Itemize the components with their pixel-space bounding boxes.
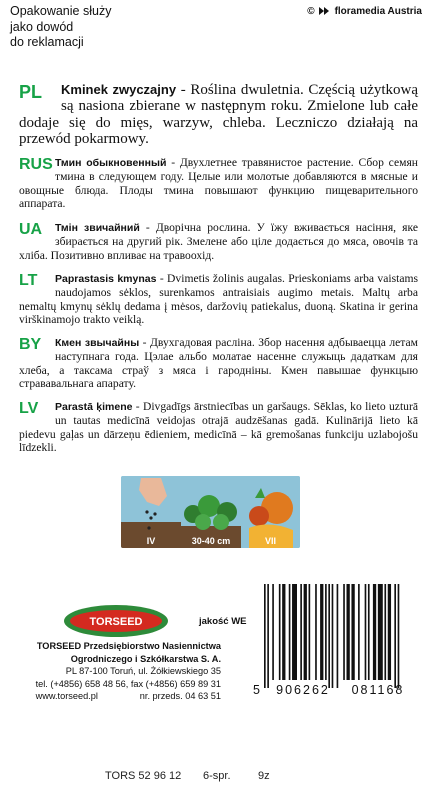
barcode-bar bbox=[394, 584, 396, 688]
section-text bbox=[19, 221, 418, 262]
lang-code: UA bbox=[19, 221, 43, 238]
complaint-note bbox=[10, 4, 111, 51]
plant-name: Тмін звичайний bbox=[55, 222, 140, 234]
height-cell bbox=[181, 476, 241, 548]
company-name-cont: Ogrodniczego i Szkółkarstwa S. A. bbox=[70, 653, 221, 664]
barcode-bar bbox=[358, 584, 360, 680]
section-pl bbox=[19, 82, 418, 148]
barcode-bar bbox=[343, 584, 345, 680]
company-name: TORSEED Przedsiębiorstwo Nasiennictwa bbox=[36, 641, 221, 651]
barcode-bar bbox=[378, 584, 383, 680]
barcode-bar bbox=[373, 584, 376, 680]
logo-text: TORSEED bbox=[89, 616, 143, 628]
barcode-bar bbox=[388, 584, 391, 680]
barcode-bar bbox=[289, 584, 291, 680]
description: - Roślina dwuletnia. Częścią użytkową są nasiona zbierane w następnym roku. Zmielone lub całe dodaje się do mięs, warzyw, chleba. Leczniczo działają na przewód pokarmowy. bbox=[19, 82, 419, 148]
barcode-bar bbox=[368, 584, 370, 680]
barcode-bar bbox=[264, 584, 266, 688]
sowing-month-label: IV bbox=[146, 536, 156, 546]
torseed-logo bbox=[62, 603, 170, 639]
complaint-note-line: Opakowanie służy bbox=[10, 4, 112, 18]
barcode-bar bbox=[325, 584, 327, 680]
description: - Дворічна рослина. У їжу вживається насіння, яке збирається на другий рік. Змелене або ціле додається до мяса, овочів та хліба. Позитивно впливає на травоохід. bbox=[19, 221, 418, 262]
barcode-bar bbox=[365, 584, 367, 680]
lang-code: BY bbox=[19, 336, 42, 353]
barcode-bars bbox=[264, 584, 399, 688]
section-text bbox=[19, 336, 418, 391]
copyright-icon: © bbox=[307, 5, 315, 17]
plant-name: Тмин обыкновенный bbox=[55, 157, 167, 169]
plant-name: Кмен звычайны bbox=[55, 337, 140, 349]
section-lv bbox=[19, 400, 418, 455]
barcode-bar bbox=[300, 584, 302, 680]
barcode-left-digits: 906262 bbox=[276, 683, 330, 696]
lang-code: PL bbox=[19, 82, 43, 102]
barcode-bar bbox=[384, 584, 386, 680]
description: - Двухлетнее травянистое растение. Сбор семян тмина в следующем году. Целые или молотые добавляются в мясные и овощные блюда. Плоды тмина повышают функцию пищеварительного аппарата. bbox=[19, 156, 418, 211]
company-register-number: nr. przeds. 04 63 51 bbox=[139, 691, 221, 702]
lang-code: LT bbox=[19, 272, 38, 289]
growing-pictogram bbox=[121, 476, 300, 548]
section-rus bbox=[19, 156, 418, 211]
pack-type: 6-spr. bbox=[203, 770, 231, 782]
plant-height-label: 30-40 cm bbox=[191, 536, 231, 546]
barcode-bar bbox=[398, 584, 400, 688]
barcode-first-digit: 5 bbox=[253, 683, 260, 696]
lang-code: LV bbox=[19, 400, 39, 417]
brand-credit bbox=[307, 5, 422, 17]
ean-barcode bbox=[250, 584, 428, 696]
barcode-bar bbox=[309, 584, 311, 680]
harvest-month-label: VII bbox=[264, 536, 276, 546]
section-by bbox=[19, 336, 418, 391]
harvest-cell bbox=[241, 476, 300, 548]
section-text bbox=[19, 400, 418, 455]
lang-code: RUS bbox=[19, 156, 53, 173]
company-phone: tel. (+4856) 658 48 56, fax (+4856) 659 89 31 bbox=[35, 678, 221, 689]
barcode-bar bbox=[337, 584, 339, 688]
barcode-bar bbox=[272, 584, 274, 680]
complaint-note-line: do reklamacji bbox=[10, 35, 84, 49]
section-lt bbox=[19, 272, 418, 327]
section-text bbox=[19, 156, 418, 211]
barcode-bar bbox=[315, 584, 317, 680]
section-text bbox=[19, 82, 418, 148]
company-address: PL 87-100 Toruń, ul. Żółkiewskiego 35 bbox=[65, 666, 221, 677]
barcode-bar bbox=[328, 584, 330, 688]
section-text bbox=[19, 272, 418, 327]
barcode-bar bbox=[351, 584, 354, 680]
barcode-right-digits: 081168 bbox=[351, 683, 405, 696]
barcode-bar bbox=[304, 584, 307, 680]
barcode-bar bbox=[267, 584, 269, 688]
description: - Divgadīgs ārstniecības un garšaugs. Sēklas, ko lieto uzturā un tautas medicīnā veidojas otrajā audzēšanas gadā. Kulinārijā lieto kā piedevu gaļas un dārzeņu ēdieniem, medicīnā – kā gremošanas funkciju uzlabojošu līdzekli. bbox=[19, 400, 418, 455]
company-website: www.torseed.pl bbox=[35, 691, 98, 702]
plant-name: Parastā ķimene bbox=[55, 401, 133, 413]
description: - Dvimetis žolinis augalas. Prieskoniams arba vaistams naudojamos sėklos, surenkamos antraisiais augimo metais. Maltų arba nemaltų kmynų sėklų dedama į mėsos, daržovių patiekalus, duoną. Skatina ir gerina virškinamojo trakto veiklą. bbox=[19, 272, 418, 327]
description: - Двухгадовая расліна. Збор насення адбываецца летам наступнага года. Цэлае альбо молатае насенне служыць дадаткам для хлеба, а таксама страў з мяса і гароднiны. Кмен павышае функцыю стрававальнага апарату. bbox=[19, 336, 418, 391]
section-ua bbox=[19, 221, 418, 262]
complaint-note-line: jako dowód bbox=[10, 19, 74, 34]
barcode-bar bbox=[347, 584, 350, 680]
plant-name: Paprastasis kmynas bbox=[55, 273, 157, 285]
product-code: TORS 52 96 12 bbox=[105, 770, 182, 782]
barcode-bar bbox=[282, 584, 285, 680]
floramedia-logo-icon bbox=[318, 5, 332, 17]
brand-name: floramedia Austria bbox=[334, 5, 422, 17]
weight: 9z bbox=[258, 770, 270, 782]
barcode-bar bbox=[292, 584, 297, 680]
quality-label: jakość WE bbox=[199, 616, 247, 627]
company-web-row bbox=[36, 690, 221, 703]
plant-name: Kminek zwyczajny bbox=[61, 82, 177, 97]
barcode-bar bbox=[332, 584, 334, 688]
barcode-bar bbox=[279, 584, 281, 680]
company-info bbox=[36, 640, 221, 703]
sowing-cell bbox=[121, 476, 181, 548]
barcode-bar bbox=[320, 584, 323, 680]
